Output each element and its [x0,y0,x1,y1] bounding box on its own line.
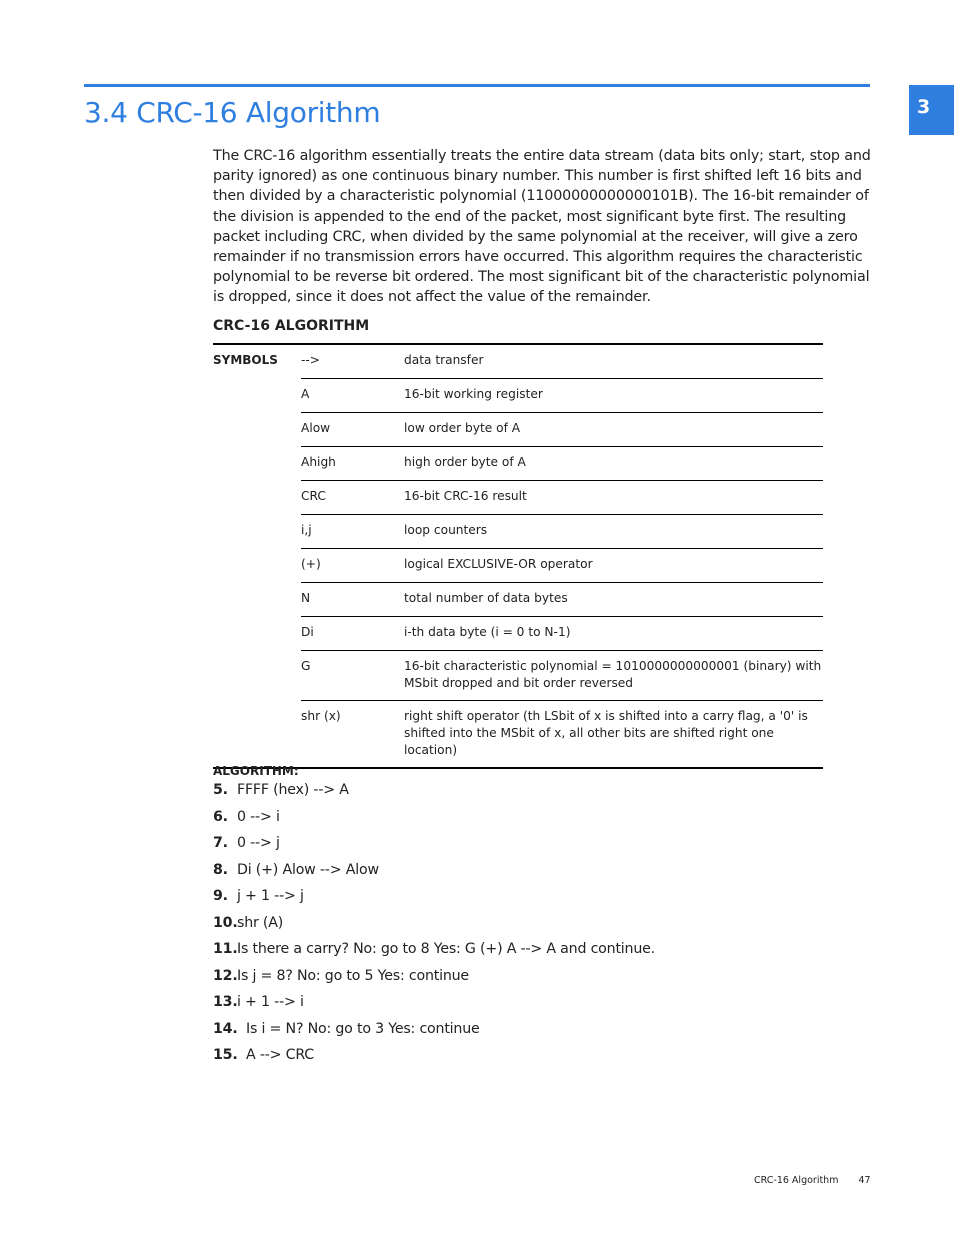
table-row [213,344,823,379]
page-footer [754,1175,871,1186]
table-heading: CRC-16 ALGORITHM [213,318,370,334]
symbol-cell: (+) [301,549,404,583]
symbol-cell: CRC [301,481,404,515]
step-number: 13. [213,994,238,1010]
symbol-cell: Ahigh [301,447,404,481]
step-text: Is i = N? No: go to 3 Yes: continue [246,1020,480,1037]
table-row [213,413,823,447]
table-row [213,617,823,651]
description-cell: data transfer [404,353,484,367]
list-item [213,886,813,913]
header-rule [84,84,870,87]
table-row [213,379,823,413]
intro-paragraph: The CRC-16 algorithm essentially treats the entire data stream (data bits only; start, stop and parity ignored) as one continuous binary number. This number is first shifted left 16 bits and then divided by a characteristic polynomial (11000000000000101B). The 16-bit remainder of the division is appended to the end of the packet, most significant byte first. The resulting packet including CRC, when divided by the same polynomial at the receiver, will give a zero remainder if no transmission errors have occurred. This algorithm requires the characteristic polynomial to be reverse bit ordered. The most significant bit of the characteristic polynomial is dropped, since it does not affect the value of the remainder. [213,148,871,306]
description-cell: 16-bit working register [404,379,823,413]
list-item [213,780,813,807]
step-text: Di (+) Alow --> Alow [237,861,379,878]
table-row [213,701,823,769]
step-text: A --> CRC [246,1047,315,1063]
list-item [213,1045,813,1072]
step-number: 14. [213,1020,238,1037]
step-text: j + 1 --> j [237,888,304,904]
symbol-cell: Alow [301,413,404,447]
step-text: shr (A) [237,914,284,931]
symbol-cell: G [301,651,404,701]
algorithm-steps [213,780,813,1072]
symbol-cell: Di [301,617,404,651]
step-number: 15. [213,1047,238,1063]
step-number: 8. [213,861,228,878]
footer-title: CRC-16 Algorithm [754,1175,839,1186]
description-cell: i-th data byte (i = 0 to N-1) [404,617,823,651]
step-text: i + 1 --> i [237,994,304,1010]
table-row [213,651,823,701]
symbols-table [213,343,823,769]
chapter-tab: 3 [909,85,954,135]
symbol-cell: --> [301,353,321,367]
page-number: 47 [858,1175,871,1186]
symbol-cell: shr (x) [301,701,404,769]
description-cell: loop counters [404,515,823,549]
list-item [213,966,813,993]
step-number: 6. [213,808,228,825]
description-cell: high order byte of A [404,447,823,481]
list-item [213,833,813,860]
list-item [213,1019,813,1046]
table-row [213,481,823,515]
description-cell: right shift operator (th LSbit of x is shifted into a carry flag, a '0' is shifted into the MSbit of x, all other bits are shifted right one location) [404,701,823,769]
step-text: Is j = 8? No: go to 5 Yes: continue [237,967,469,984]
list-item [213,939,813,966]
table-row [213,583,823,617]
list-item [213,992,813,1019]
list-item [213,913,813,940]
description-cell: low order byte of A [404,413,823,447]
table-row [213,549,823,583]
description-cell: 16-bit characteristic polynomial = 1010000000000001 (binary) with MSbit dropped and bit order reversed [404,651,823,701]
symbols-label: SYMBOLS [213,353,278,367]
symbol-cell: A [301,379,404,413]
description-cell: 16-bit CRC-16 result [404,481,823,515]
step-number: 5. [213,782,228,798]
table-row [213,515,823,549]
step-number: 12. [213,967,238,984]
list-item [213,807,813,834]
description-cell: logical EXCLUSIVE-OR operator [404,549,823,583]
step-number: 11. [213,941,238,957]
step-text: 0 --> j [237,835,280,851]
step-number: 9. [213,888,228,904]
symbol-cell: i,j [301,515,404,549]
list-item [213,860,813,887]
step-text: FFFF (hex) --> A [237,782,349,798]
step-text: Is there a carry? No: go to 8 Yes: G (+) A --> A and continue. [237,941,655,957]
section-title: 3.4 CRC-16 Algorithm [84,96,381,129]
description-cell: total number of data bytes [404,583,823,617]
symbol-cell: N [301,583,404,617]
step-number: 10. [213,914,238,931]
algorithm-heading: ALGORITHM: [213,764,299,778]
table-row [213,447,823,481]
step-number: 7. [213,835,228,851]
step-text: 0 --> i [237,808,280,825]
